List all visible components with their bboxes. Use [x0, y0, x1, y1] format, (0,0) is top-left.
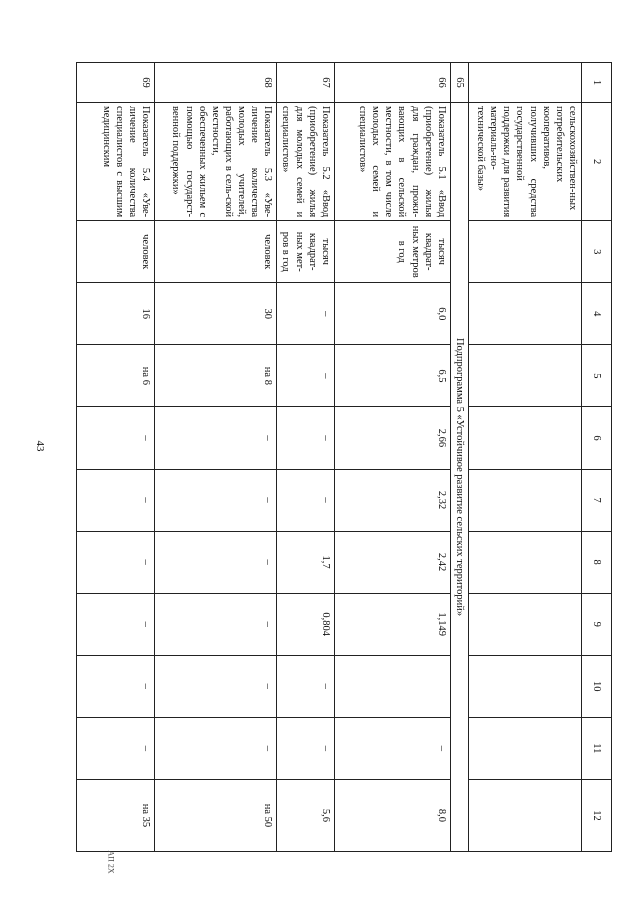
unit-cell: человек: [77, 221, 155, 283]
value-cell: [334, 655, 450, 717]
value-cell: [469, 407, 582, 469]
page-number: 43: [34, 440, 46, 452]
header-cell: 6: [582, 407, 612, 469]
value-cell: [469, 469, 582, 531]
value-cell: –: [77, 531, 155, 593]
header-cell: 3: [582, 221, 612, 283]
table-row: [155, 63, 277, 852]
value-cell: [469, 593, 582, 655]
value-cell: –: [277, 717, 335, 779]
value-cell: на 50: [155, 779, 277, 851]
indicator-name: Показатель 5.4 «Уве-личение количества специалистов с высшим медицинским: [77, 103, 155, 221]
subprogram-title: Подпрограмма 5 «Устойчивое развитие сельских территорий»: [450, 103, 468, 852]
unit-cell: тысяч квадрат-ных метров в год: [334, 221, 450, 283]
value-cell: –: [155, 655, 277, 717]
value-cell: 2,32: [334, 469, 450, 531]
row-number: 65: [450, 63, 468, 103]
value-cell: 0,804: [277, 593, 335, 655]
value-cell: –: [77, 407, 155, 469]
value-cell: –: [155, 469, 277, 531]
header-row: [582, 63, 612, 852]
table-row: [334, 63, 450, 852]
header-cell: 7: [582, 469, 612, 531]
header-cell: 10: [582, 655, 612, 717]
rotated-table-container: [80, 62, 612, 852]
value-cell: 5,6: [277, 779, 335, 851]
value-cell: –: [155, 717, 277, 779]
header-cell: 12: [582, 779, 612, 851]
value-cell: –: [277, 345, 335, 407]
value-cell: –: [334, 717, 450, 779]
header-cell: 4: [582, 283, 612, 345]
value-cell: на 6: [77, 345, 155, 407]
header-cell: 2: [582, 103, 612, 221]
value-cell: 16: [77, 283, 155, 345]
header-cell: 1: [582, 63, 612, 103]
value-cell: [469, 531, 582, 593]
header-cell: 9: [582, 593, 612, 655]
row-number: 66: [334, 63, 450, 103]
value-cell: [469, 283, 582, 345]
value-cell: –: [77, 469, 155, 531]
table-row: [277, 63, 335, 852]
value-cell: –: [277, 283, 335, 345]
value-cell: 8,0: [334, 779, 450, 851]
indicator-name: Показатель 5.1 «Ввод (приобретение) жилья для граждан, прожи-вающих в сельской местности, в том числе молодых семей и специалистов»: [334, 103, 450, 221]
value-cell: на 35: [77, 779, 155, 851]
row-number: 67: [277, 63, 335, 103]
value-cell: [469, 779, 582, 851]
indicator-name: сельскохозяйствен-ных потребительских кооперативов, получивших средства государственной поддержки для развития материаль-но-технической базы»: [469, 103, 582, 221]
header-cell: 11: [582, 717, 612, 779]
value-cell: –: [77, 655, 155, 717]
subprogram-row: [450, 63, 468, 852]
indicator-name: Показатель 5.2 «Ввод (приобретение) жилья для молодых семей и специалистов»: [277, 103, 335, 221]
value-cell: –: [277, 655, 335, 717]
value-cell: [469, 655, 582, 717]
table-row: [469, 63, 582, 852]
value-cell: на 8: [155, 345, 277, 407]
value-cell: 6,0: [334, 283, 450, 345]
indicator-name: Показатель 5.3 «Уве-личение количества молодых учителей, работающих в сель-ской местности, обеспеченных жильем с помощью государст-венной поддержки»: [155, 103, 277, 221]
unit-cell: тысяч квадрат-ных мет-ров в год: [277, 221, 335, 283]
value-cell: –: [155, 593, 277, 655]
value-cell: 6,5: [334, 345, 450, 407]
footer-mark: АП 2Х: [106, 850, 116, 874]
value-cell: 30: [155, 283, 277, 345]
value-cell: 2,66: [334, 407, 450, 469]
value-cell: 1,7: [277, 531, 335, 593]
row-number: 68: [155, 63, 277, 103]
value-cell: [469, 345, 582, 407]
table-row: [77, 63, 155, 852]
header-cell: 5: [582, 345, 612, 407]
row-number: [469, 63, 582, 103]
value-cell: –: [277, 469, 335, 531]
value-cell: –: [277, 407, 335, 469]
value-cell: 2,42: [334, 531, 450, 593]
value-cell: [469, 717, 582, 779]
row-number: 69: [77, 63, 155, 103]
value-cell: –: [77, 717, 155, 779]
unit-cell: [469, 221, 582, 283]
value-cell: 1,149: [334, 593, 450, 655]
header-cell: 8: [582, 531, 612, 593]
unit-cell: человек: [155, 221, 277, 283]
value-cell: –: [155, 531, 277, 593]
value-cell: –: [155, 407, 277, 469]
indicators-table: [76, 62, 612, 852]
value-cell: –: [77, 593, 155, 655]
